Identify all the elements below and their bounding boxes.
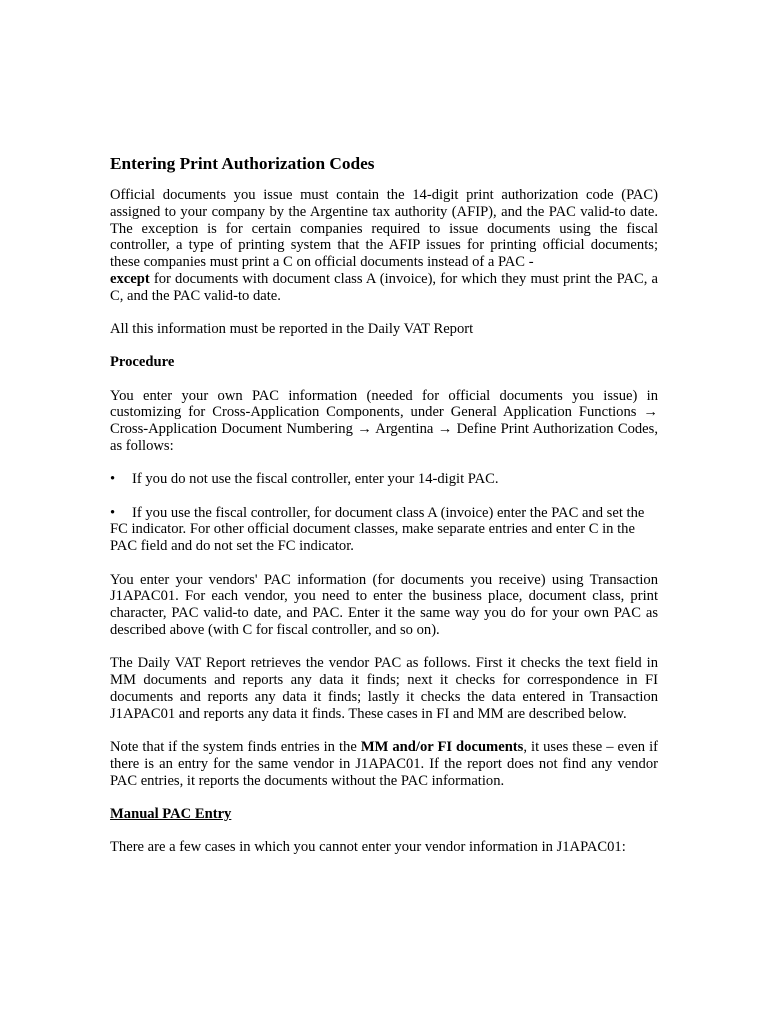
procedure-heading: Procedure bbox=[110, 354, 175, 371]
bullet-text: If you use the fiscal controller, for document class A (invoice) enter the PAC and set the FC indicator. For other official document classes, make separate entries and enter C in the PAC field and do not set the FC indicator. bbox=[110, 504, 645, 555]
bullet-item-fiscal-controller bbox=[110, 505, 658, 555]
intro-bold-except: except bbox=[110, 270, 150, 287]
document-body bbox=[110, 154, 658, 872]
bullet-text: If you do not use the fiscal controller, enter your 14-digit PAC. bbox=[132, 471, 499, 488]
intro-text-2: for documents with document class A (invoice), for which they must print the PAC, a C, and the PAC valid-to date. bbox=[110, 270, 658, 304]
procedure-paragraph: You enter your own PAC information (needed for official documents you issue) in customizing for Cross-Application Components, under General Application Functions → Cross-Application Document Numbering → Argentina → Define Print Authorization Codes, as follows: bbox=[110, 387, 658, 455]
note-bold-mm-fi: MM and/or FI documents bbox=[360, 738, 524, 755]
note-text-2: , it uses these – even if there is an entry for the same vendor in J1APAC01. If the report does not find any vendor PAC entries, it reports the documents without the PAC information. bbox=[110, 738, 659, 789]
note-text-1: Note that if the system finds entries in the bbox=[110, 738, 361, 755]
bullet-item-no-fiscal-controller bbox=[110, 471, 658, 488]
note-paragraph bbox=[110, 739, 658, 789]
intro-paragraph bbox=[110, 187, 658, 305]
vendor-pac-paragraph: You enter your vendors' PAC information (for documents you receive) using Transaction J1APAC01. For each vendor, you need to enter the business place, document class, print character, PAC valid-to date, and PAC. Enter it the same way you do for your own PAC as described above (with C for fiscal controller, and so on). bbox=[110, 571, 658, 638]
page-title: Entering Print Authorization Codes bbox=[110, 154, 375, 173]
manual-pac-paragraph: There are a few cases in which you cannot enter your vendor information in J1APAC01: bbox=[110, 839, 626, 856]
manual-pac-heading: Manual PAC Entry bbox=[110, 805, 232, 822]
intro-text-1: Official documents you issue must contain the 14-digit print authorization code (PAC) assigned to your company by the Argentine tax authority (AFIP), and the PAC valid-to date. The exception is for certain companies required to issue documents using the fiscal controller, a type of printing system that the AFIP issues for printing official documents; these companies must print a C on official documents instead of a PAC - bbox=[110, 187, 658, 271]
report-paragraph: All this information must be reported in the Daily VAT Report bbox=[110, 321, 474, 338]
bullet-icon: • bbox=[110, 504, 116, 521]
daily-vat-paragraph: The Daily VAT Report retrieves the vendor PAC as follows. First it checks the text field in MM documents and reports any data it finds; next it checks for correspondence in FI documents and reports any data it finds; lastly it checks the data entered in Transaction J1APAC01 and reports any data it finds. These cases in FI and MM are described below. bbox=[110, 655, 658, 722]
bullet-icon: • bbox=[110, 471, 116, 488]
